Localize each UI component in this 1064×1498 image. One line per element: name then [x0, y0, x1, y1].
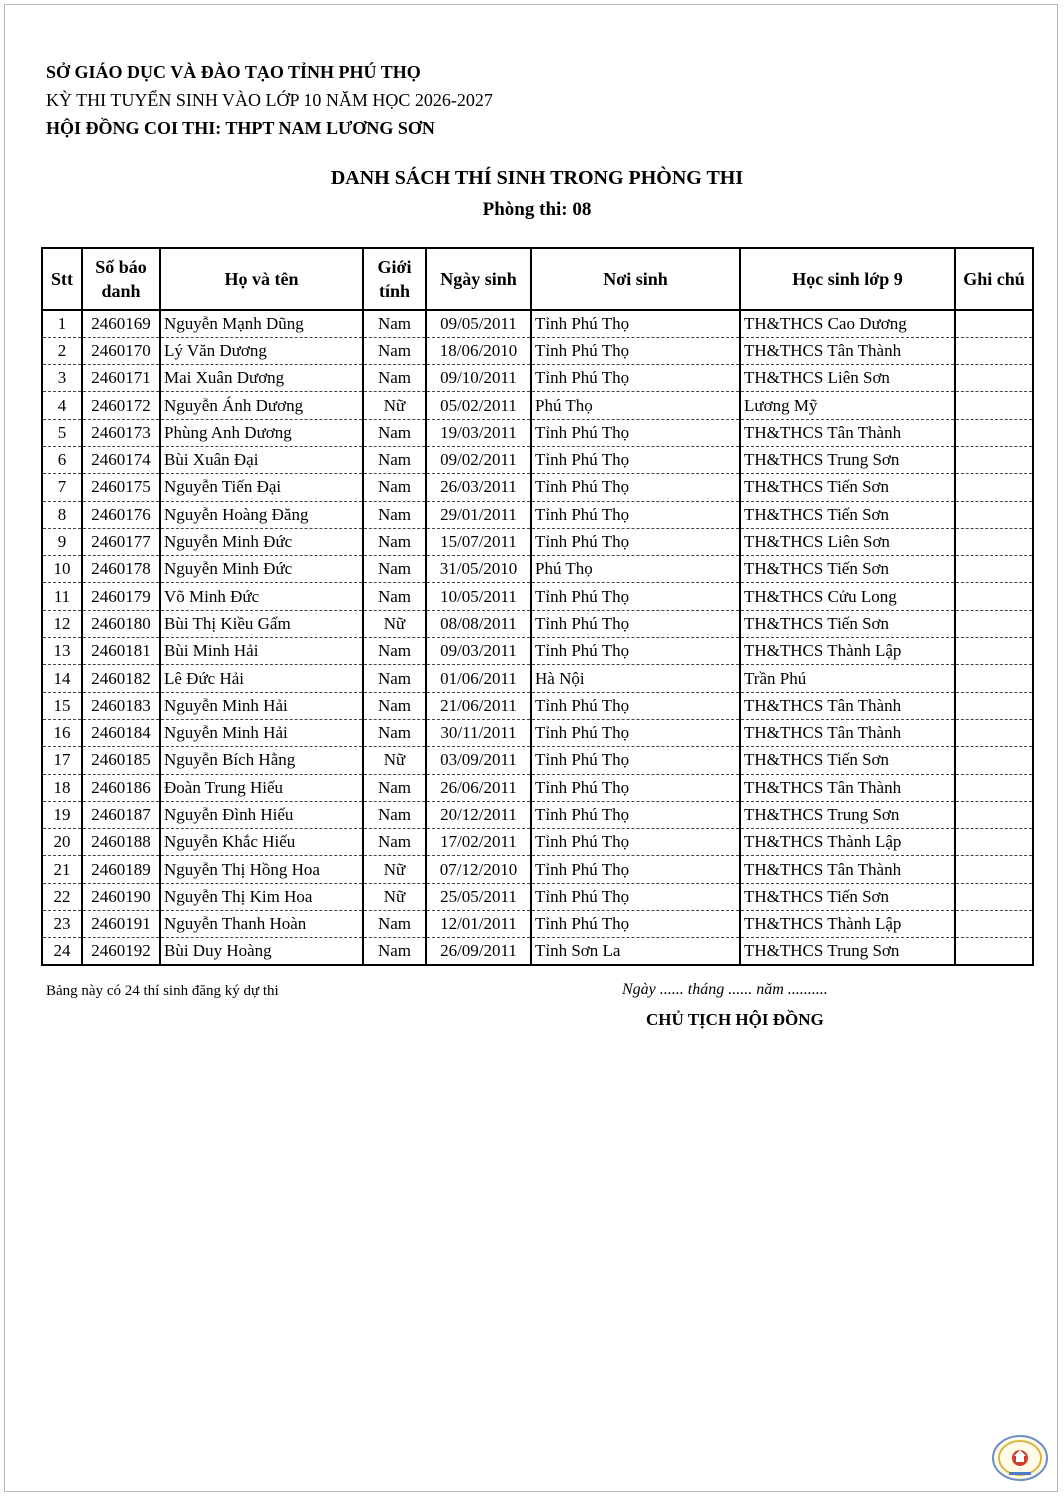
row-stt: 22	[42, 883, 82, 910]
row-birth-date: 26/06/2011	[426, 774, 531, 801]
candidate-count-note: Bảng này có 24 thí sinh đăng ký dự thi	[46, 983, 279, 999]
table-row	[42, 337, 1033, 364]
row-notes	[955, 528, 1033, 555]
row-notes	[955, 583, 1033, 610]
row-full-name: Bùi Duy Hoàng	[160, 938, 363, 965]
row-grade9-school: Trần Phú	[740, 665, 955, 692]
row-gender: Nam	[363, 638, 426, 665]
row-grade9-school: TH&THCS Liên Sơn	[740, 528, 955, 555]
candidate-table	[41, 247, 1034, 966]
row-grade9-school: TH&THCS Trung Sơn	[740, 938, 955, 965]
row-grade9-school: TH&THCS Tiến Sơn	[740, 474, 955, 501]
row-birth-date: 03/09/2011	[426, 747, 531, 774]
row-notes	[955, 365, 1033, 392]
row-full-name: Nguyễn Minh Hải	[160, 719, 363, 746]
row-full-name: Nguyễn Khắc Hiếu	[160, 829, 363, 856]
row-grade9-school: TH&THCS Trung Sơn	[740, 801, 955, 828]
table-row	[42, 883, 1033, 910]
row-birth-date: 09/10/2011	[426, 365, 531, 392]
row-notes	[955, 883, 1033, 910]
row-stt: 6	[42, 446, 82, 473]
table-header-row	[42, 248, 1033, 310]
row-notes	[955, 829, 1033, 856]
row-birth-place: Tỉnh Phú Thọ	[531, 829, 740, 856]
row-birth-place: Phú Thọ	[531, 392, 740, 419]
row-birth-place: Hà Nội	[531, 665, 740, 692]
chair-title: CHỦ TỊCH HỘI ĐỒNG	[646, 1010, 824, 1029]
row-full-name: Nguyễn Thị Kim Hoa	[160, 883, 363, 910]
row-birth-date: 05/02/2011	[426, 392, 531, 419]
row-stt: 16	[42, 719, 82, 746]
row-birth-place: Tỉnh Phú Thọ	[531, 801, 740, 828]
row-grade9-school: TH&THCS Tiến Sơn	[740, 747, 955, 774]
row-birth-date: 18/06/2010	[426, 337, 531, 364]
row-grade9-school: TH&THCS Tân Thành	[740, 419, 955, 446]
row-grade9-school: TH&THCS Cao Dương	[740, 310, 955, 337]
row-candidate-number: 2460192	[82, 938, 160, 965]
row-notes	[955, 446, 1033, 473]
row-stt: 12	[42, 610, 82, 637]
table-row	[42, 938, 1033, 965]
row-gender: Nam	[363, 583, 426, 610]
row-notes	[955, 938, 1033, 965]
row-stt: 11	[42, 583, 82, 610]
row-notes	[955, 747, 1033, 774]
table-row	[42, 474, 1033, 501]
row-full-name: Nguyễn Minh Đức	[160, 528, 363, 555]
table-row	[42, 310, 1033, 337]
department-name: SỞ GIÁO DỤC VÀ ĐÀO TẠO TỈNH PHÚ THỌ	[46, 62, 421, 82]
row-notes	[955, 310, 1033, 337]
row-grade9-school: TH&THCS Tân Thành	[740, 719, 955, 746]
row-birth-place: Tỉnh Phú Thọ	[531, 365, 740, 392]
row-full-name: Nguyễn Thanh Hoàn	[160, 911, 363, 938]
table-body	[42, 310, 1033, 965]
row-full-name: Nguyễn Hoàng Đăng	[160, 501, 363, 528]
row-full-name: Bùi Minh Hải	[160, 638, 363, 665]
table-row	[42, 501, 1033, 528]
table-row	[42, 719, 1033, 746]
document-title: DANH SÁCH THÍ SINH TRONG PHÒNG THI	[330, 167, 744, 189]
row-birth-place: Tỉnh Phú Thọ	[531, 337, 740, 364]
row-candidate-number: 2460173	[82, 419, 160, 446]
row-notes	[955, 911, 1033, 938]
row-stt: 21	[42, 856, 82, 883]
row-candidate-number: 2460176	[82, 501, 160, 528]
row-grade9-school: TH&THCS Tiến Sơn	[740, 883, 955, 910]
row-full-name: Võ Minh Đức	[160, 583, 363, 610]
row-gender: Nam	[363, 446, 426, 473]
row-candidate-number: 2460174	[82, 446, 160, 473]
row-birth-place: Tỉnh Phú Thọ	[531, 501, 740, 528]
row-birth-date: 12/01/2011	[426, 911, 531, 938]
table-row	[42, 911, 1033, 938]
row-grade9-school: TH&THCS Tân Thành	[740, 337, 955, 364]
row-candidate-number: 2460182	[82, 665, 160, 692]
row-birth-date: 15/07/2011	[426, 528, 531, 555]
row-gender: Nam	[363, 692, 426, 719]
row-full-name: Nguyễn Minh Đức	[160, 556, 363, 583]
row-notes	[955, 801, 1033, 828]
row-full-name: Lý Văn Dương	[160, 337, 363, 364]
row-gender: Nam	[363, 938, 426, 965]
row-gender: Nữ	[363, 856, 426, 883]
row-grade9-school: TH&THCS Thành Lập	[740, 911, 955, 938]
row-notes	[955, 501, 1033, 528]
row-birth-date: 17/02/2011	[426, 829, 531, 856]
table-row	[42, 365, 1033, 392]
table-row	[42, 665, 1033, 692]
row-candidate-number: 2460175	[82, 474, 160, 501]
row-birth-place: Phú Thọ	[531, 556, 740, 583]
row-grade9-school: TH&THCS Tiến Sơn	[740, 556, 955, 583]
row-candidate-number: 2460181	[82, 638, 160, 665]
table-row	[42, 747, 1033, 774]
row-full-name: Nguyễn Bích Hằng	[160, 747, 363, 774]
row-grade9-school: TH&THCS Tân Thành	[740, 856, 955, 883]
row-stt: 18	[42, 774, 82, 801]
header-notes: Ghi chú	[955, 248, 1033, 310]
row-notes	[955, 474, 1033, 501]
row-notes	[955, 692, 1033, 719]
table-row	[42, 774, 1033, 801]
row-grade9-school: TH&THCS Thành Lập	[740, 829, 955, 856]
table-row	[42, 556, 1033, 583]
row-candidate-number: 2460177	[82, 528, 160, 555]
row-stt: 2	[42, 337, 82, 364]
row-stt: 10	[42, 556, 82, 583]
row-stt: 3	[42, 365, 82, 392]
row-candidate-number: 2460179	[82, 583, 160, 610]
school-seal-icon	[991, 1434, 1049, 1482]
row-birth-date: 07/12/2010	[426, 856, 531, 883]
row-gender: Nam	[363, 665, 426, 692]
row-grade9-school: TH&THCS Tân Thành	[740, 692, 955, 719]
row-grade9-school: TH&THCS Trung Sơn	[740, 446, 955, 473]
row-stt: 20	[42, 829, 82, 856]
row-birth-place: Tỉnh Phú Thọ	[531, 528, 740, 555]
table-row	[42, 801, 1033, 828]
row-stt: 9	[42, 528, 82, 555]
header-candidate-number: Số báo danh	[82, 248, 160, 310]
row-full-name: Nguyễn Đình Hiếu	[160, 801, 363, 828]
row-full-name: Nguyễn Tiến Đại	[160, 474, 363, 501]
row-gender: Nam	[363, 801, 426, 828]
row-stt: 19	[42, 801, 82, 828]
row-stt: 15	[42, 692, 82, 719]
table-row	[42, 610, 1033, 637]
row-stt: 24	[42, 938, 82, 965]
row-gender: Nam	[363, 719, 426, 746]
row-stt: 14	[42, 665, 82, 692]
row-stt: 4	[42, 392, 82, 419]
row-birth-date: 26/09/2011	[426, 938, 531, 965]
header-stt: Stt	[42, 248, 82, 310]
row-birth-place: Tỉnh Phú Thọ	[531, 583, 740, 610]
row-candidate-number: 2460184	[82, 719, 160, 746]
table-row	[42, 528, 1033, 555]
row-birth-date: 09/02/2011	[426, 446, 531, 473]
row-birth-place: Tỉnh Phú Thọ	[531, 719, 740, 746]
row-gender: Nữ	[363, 747, 426, 774]
row-birth-place: Tỉnh Phú Thọ	[531, 883, 740, 910]
row-birth-place: Tỉnh Phú Thọ	[531, 446, 740, 473]
row-stt: 13	[42, 638, 82, 665]
row-birth-date: 09/05/2011	[426, 310, 531, 337]
row-candidate-number: 2460189	[82, 856, 160, 883]
table-row	[42, 638, 1033, 665]
row-notes	[955, 719, 1033, 746]
row-candidate-number: 2460191	[82, 911, 160, 938]
row-grade9-school: TH&THCS Thành Lập	[740, 638, 955, 665]
row-gender: Nam	[363, 365, 426, 392]
header-gender: Giới tính	[363, 248, 426, 310]
row-grade9-school: TH&THCS Tân Thành	[740, 774, 955, 801]
row-birth-place: Tỉnh Phú Thọ	[531, 419, 740, 446]
row-candidate-number: 2460180	[82, 610, 160, 637]
row-grade9-school: Lương Mỹ	[740, 392, 955, 419]
table-row	[42, 419, 1033, 446]
row-full-name: Nguyễn Thị Hồng Hoa	[160, 856, 363, 883]
date-line: Ngày ...... tháng ...... năm ..........	[622, 981, 828, 998]
row-birth-date: 29/01/2011	[426, 501, 531, 528]
row-full-name: Bùi Thị Kiều Gấm	[160, 610, 363, 637]
row-notes	[955, 337, 1033, 364]
row-full-name: Lê Đức Hải	[160, 665, 363, 692]
row-notes	[955, 556, 1033, 583]
row-candidate-number: 2460183	[82, 692, 160, 719]
row-gender: Nam	[363, 419, 426, 446]
row-birth-place: Tỉnh Phú Thọ	[531, 610, 740, 637]
row-full-name: Mai Xuân Dương	[160, 365, 363, 392]
row-grade9-school: TH&THCS Liên Sơn	[740, 365, 955, 392]
row-notes	[955, 610, 1033, 637]
row-stt: 23	[42, 911, 82, 938]
row-birth-place: Tỉnh Phú Thọ	[531, 774, 740, 801]
row-gender: Nam	[363, 337, 426, 364]
exam-title: KỲ THI TUYỂN SINH VÀO LỚP 10 NĂM HỌC 2026-2027	[46, 90, 493, 110]
row-candidate-number: 2460187	[82, 801, 160, 828]
row-candidate-number: 2460170	[82, 337, 160, 364]
row-gender: Nam	[363, 501, 426, 528]
row-birth-place: Tỉnh Phú Thọ	[531, 747, 740, 774]
row-full-name: Phùng Anh Dương	[160, 419, 363, 446]
row-notes	[955, 665, 1033, 692]
row-birth-date: 25/05/2011	[426, 883, 531, 910]
row-gender: Nam	[363, 310, 426, 337]
row-gender: Nam	[363, 474, 426, 501]
row-birth-place: Tỉnh Phú Thọ	[531, 638, 740, 665]
row-gender: Nam	[363, 911, 426, 938]
row-candidate-number: 2460178	[82, 556, 160, 583]
row-birth-place: Tỉnh Phú Thọ	[531, 856, 740, 883]
row-gender: Nữ	[363, 610, 426, 637]
row-birth-date: 20/12/2011	[426, 801, 531, 828]
row-grade9-school: TH&THCS Tiến Sơn	[740, 501, 955, 528]
row-candidate-number: 2460185	[82, 747, 160, 774]
row-full-name: Đoàn Trung Hiếu	[160, 774, 363, 801]
row-notes	[955, 392, 1033, 419]
row-notes	[955, 856, 1033, 883]
row-gender: Nam	[363, 528, 426, 555]
row-candidate-number: 2460188	[82, 829, 160, 856]
table-row	[42, 446, 1033, 473]
row-birth-date: 08/08/2011	[426, 610, 531, 637]
row-birth-place: Tỉnh Phú Thọ	[531, 474, 740, 501]
row-candidate-number: 2460169	[82, 310, 160, 337]
row-stt: 17	[42, 747, 82, 774]
row-birth-date: 10/05/2011	[426, 583, 531, 610]
row-full-name: Bùi Xuân Đại	[160, 446, 363, 473]
row-candidate-number: 2460186	[82, 774, 160, 801]
header-birth-place: Nơi sinh	[531, 248, 740, 310]
row-stt: 5	[42, 419, 82, 446]
table-row	[42, 829, 1033, 856]
row-stt: 7	[42, 474, 82, 501]
row-candidate-number: 2460172	[82, 392, 160, 419]
row-birth-place: Tỉnh Phú Thọ	[531, 310, 740, 337]
row-birth-place: Tỉnh Phú Thọ	[531, 692, 740, 719]
row-birth-date: 09/03/2011	[426, 638, 531, 665]
row-notes	[955, 419, 1033, 446]
row-birth-date: 26/03/2011	[426, 474, 531, 501]
row-birth-place: Tỉnh Sơn La	[531, 938, 740, 965]
row-birth-date: 21/06/2011	[426, 692, 531, 719]
row-birth-place: Tỉnh Phú Thọ	[531, 911, 740, 938]
row-gender: Nam	[363, 774, 426, 801]
row-grade9-school: TH&THCS Tiến Sơn	[740, 610, 955, 637]
row-birth-date: 31/05/2010	[426, 556, 531, 583]
row-full-name: Nguyễn Mạnh Dũng	[160, 310, 363, 337]
row-birth-date: 30/11/2011	[426, 719, 531, 746]
table-row	[42, 583, 1033, 610]
row-stt: 1	[42, 310, 82, 337]
header-full-name: Họ và tên	[160, 248, 363, 310]
row-notes	[955, 638, 1033, 665]
row-candidate-number: 2460190	[82, 883, 160, 910]
header-birth-date: Ngày sinh	[426, 248, 531, 310]
row-birth-date: 19/03/2011	[426, 419, 531, 446]
table-row	[42, 392, 1033, 419]
table-row	[42, 856, 1033, 883]
row-gender: Nam	[363, 556, 426, 583]
row-grade9-school: TH&THCS Cửu Long	[740, 583, 955, 610]
row-gender: Nữ	[363, 392, 426, 419]
row-birth-date: 01/06/2011	[426, 665, 531, 692]
row-stt: 8	[42, 501, 82, 528]
row-gender: Nam	[363, 829, 426, 856]
room-number: Phòng thi: 08	[482, 199, 592, 220]
row-full-name: Nguyễn Minh Hải	[160, 692, 363, 719]
row-candidate-number: 2460171	[82, 365, 160, 392]
row-notes	[955, 774, 1033, 801]
header-grade9-school: Học sinh lớp 9	[740, 248, 955, 310]
row-full-name: Nguyễn Ánh Dương	[160, 392, 363, 419]
row-gender: Nữ	[363, 883, 426, 910]
council-name: HỘI ĐỒNG COI THI: THPT NAM LƯƠNG SƠN	[46, 118, 435, 138]
table-row	[42, 692, 1033, 719]
